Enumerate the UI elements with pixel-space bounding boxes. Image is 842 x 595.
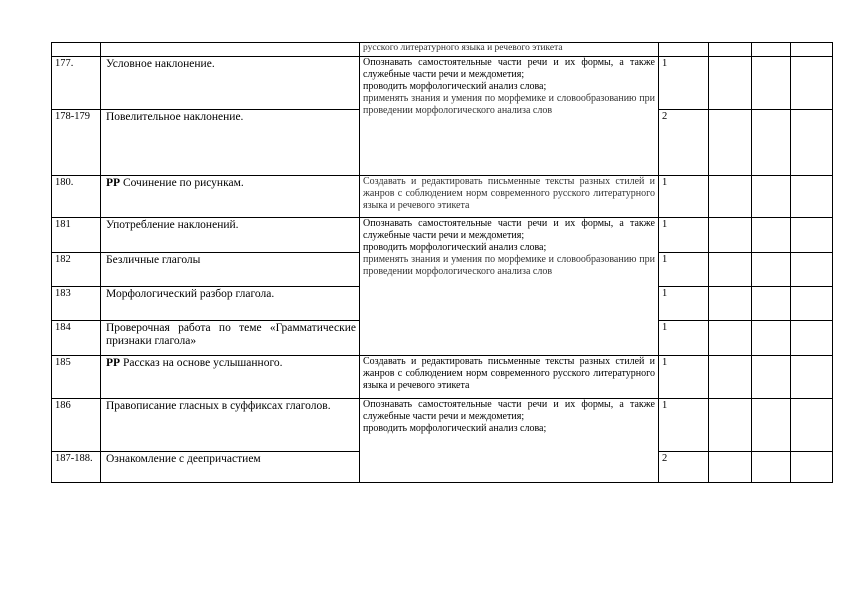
- table-row: [52, 176, 833, 218]
- empty-cell: [791, 57, 833, 110]
- empty-cell: [709, 218, 752, 253]
- activity-cell: [360, 57, 659, 176]
- lesson-number: 178-179: [52, 110, 101, 176]
- table-row: [52, 356, 833, 399]
- activity-line: Опознавать самостоятельные части речи и их формы, а также служебные части речи и междометия;: [363, 218, 655, 241]
- activity-cell: [360, 399, 659, 483]
- empty-cell: [752, 57, 791, 110]
- empty-cell: [791, 287, 833, 321]
- empty-cell: [752, 287, 791, 321]
- empty-cell: [709, 321, 752, 356]
- lesson-topic: Ознакомление с деепричастием: [101, 452, 360, 483]
- empty-cell: [752, 452, 791, 483]
- lesson-number: 186: [52, 399, 101, 452]
- empty-cell: [752, 399, 791, 452]
- hours-cell: 1: [659, 57, 709, 110]
- empty-cell: [752, 176, 791, 218]
- hours-cell: 1: [659, 356, 709, 399]
- empty-cell: [709, 176, 752, 218]
- table-row: [52, 399, 833, 452]
- empty-cell: [752, 356, 791, 399]
- hours-cell: 1: [659, 399, 709, 452]
- empty-cell: [791, 452, 833, 483]
- lesson-number: 180.: [52, 176, 101, 218]
- empty-cell: [791, 356, 833, 399]
- empty-cell: [752, 43, 791, 57]
- activity-line: применять знания и умения по морфемике и словообразованию при проведении морфологического анализа слов: [363, 93, 655, 116]
- topic-text: Сочинение по рисункам.: [122, 177, 244, 189]
- empty-cell: [709, 356, 752, 399]
- empty-cell: [791, 176, 833, 218]
- hours-cell: 2: [659, 110, 709, 176]
- table-row: [52, 57, 833, 110]
- empty-cell: [791, 399, 833, 452]
- lesson-topic: [101, 43, 360, 57]
- empty-cell: [709, 57, 752, 110]
- hours-cell: [659, 43, 709, 57]
- empty-cell: [752, 110, 791, 176]
- lesson-topic: [101, 176, 360, 218]
- activity-cell: русского литературного языка и речевого этикета: [360, 43, 659, 57]
- topic-prefix: РР: [106, 177, 121, 189]
- table-row: [52, 43, 833, 57]
- empty-cell: [752, 218, 791, 253]
- empty-cell: [709, 253, 752, 287]
- hours-cell: 2: [659, 452, 709, 483]
- lesson-number: 181: [52, 218, 101, 253]
- table-row: [52, 218, 833, 253]
- activity-cell: [360, 218, 659, 356]
- lesson-topic: Повелительное наклонение.: [101, 110, 360, 176]
- empty-cell: [752, 253, 791, 287]
- lesson-topic: Употребление наклонений.: [101, 218, 360, 253]
- activity-line: применять знания и умения по морфемике и словообразованию при проведении морфологического анализа слов: [363, 254, 655, 277]
- lesson-topic: Условное наклонение.: [101, 57, 360, 110]
- activity-line: Опознавать самостоятельные части речи и их формы, а также служебные части речи и междометия;: [363, 399, 655, 422]
- empty-cell: [709, 110, 752, 176]
- lesson-number: 177.: [52, 57, 101, 110]
- activity-cell: Создавать и редактировать письменные тексты разных стилей и жанров с соблюдением норм современного русского литературного языка и речевого этикета: [360, 356, 659, 399]
- lesson-topic: [101, 356, 360, 399]
- lesson-topic: Морфологический разбор глагола.: [101, 287, 360, 321]
- empty-cell: [709, 43, 752, 57]
- empty-cell: [791, 321, 833, 356]
- empty-cell: [752, 321, 791, 356]
- hours-cell: 1: [659, 176, 709, 218]
- activity-line: Опознавать самостоятельные части речи и их формы, а также служебные части речи и междометия;: [363, 57, 655, 80]
- empty-cell: [709, 287, 752, 321]
- lesson-number: 182: [52, 253, 101, 287]
- hours-cell: 1: [659, 321, 709, 356]
- empty-cell: [709, 399, 752, 452]
- lesson-number: 187-188.: [52, 452, 101, 483]
- topic-text: Рассказ на основе услышанного.: [122, 357, 283, 369]
- hours-cell: 1: [659, 218, 709, 253]
- activity-line: проводить морфологический анализ слова;: [363, 423, 547, 434]
- empty-cell: [791, 253, 833, 287]
- lesson-topic: Правописание гласных в суффиксах глаголов.: [101, 399, 360, 452]
- hours-cell: 1: [659, 287, 709, 321]
- hours-cell: 1: [659, 253, 709, 287]
- activity-line: проводить морфологический анализ слова;: [363, 242, 547, 253]
- activity-cell: Создавать и редактировать письменные тексты разных стилей и жанров с соблюдением норм современного русского литературного языка и речевого этикета: [360, 176, 659, 218]
- empty-cell: [791, 43, 833, 57]
- lesson-number: [52, 43, 101, 57]
- lesson-plan-table: [51, 42, 833, 483]
- empty-cell: [709, 452, 752, 483]
- activity-line: проводить морфологический анализ слова;: [363, 81, 547, 92]
- lesson-number: 184: [52, 321, 101, 356]
- lesson-number: 185: [52, 356, 101, 399]
- lesson-number: 183: [52, 287, 101, 321]
- topic-prefix: РР: [106, 357, 121, 369]
- lesson-topic: Проверочная работа по теме «Грамматические признаки глагола»: [101, 321, 360, 356]
- empty-cell: [791, 110, 833, 176]
- lesson-topic: Безличные глаголы: [101, 253, 360, 287]
- empty-cell: [791, 218, 833, 253]
